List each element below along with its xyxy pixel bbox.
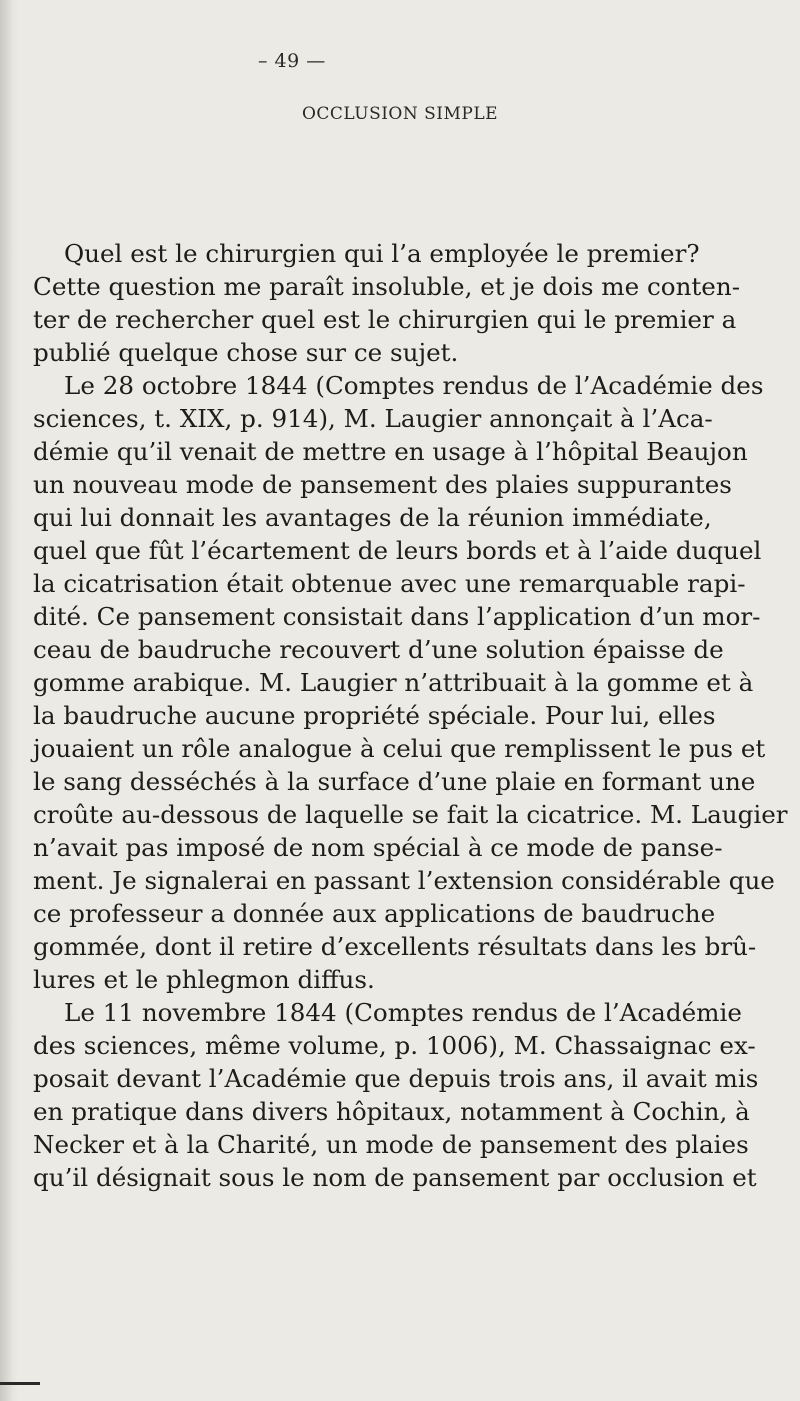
text-line: Quel est le chirurgien qui l’a employée le premier? (64, 239, 700, 268)
text-line: des sciences, même volume, p. 1006), M. Chassaignac ex- (33, 1031, 756, 1060)
running-head: OCCLUSION SIMPLE (301, 104, 499, 124)
text-line: publié quelque chose sur ce sujet. (33, 338, 459, 367)
text-line: un nouveau mode de pansement des plaies suppurantes (33, 470, 732, 499)
page-number-value: 49 (274, 50, 300, 72)
text-line: sciences, t. XIX, p. 914), M. Laugier annonçait à l’Aca- (33, 404, 713, 433)
page-number: – 49 — (258, 50, 326, 72)
text-line: Le 11 novembre 1844 (Comptes rendus de l’Académie (64, 998, 742, 1027)
text-line: ce professeur a donnée aux applications de baudruche (33, 899, 716, 928)
text-line: croûte au-dessous de laquelle se fait la cicatrice. M. Laugier (33, 800, 788, 829)
text-line: Cette question me paraît insoluble, et je dois me conten- (33, 272, 741, 301)
text-line: posait devant l’Académie que depuis trois ans, il avait mis (33, 1064, 759, 1093)
text-line: qui lui donnait les avantages de la réunion immédiate, (33, 503, 712, 532)
page-edge-shadow (0, 0, 18, 1401)
text-line: n’avait pas imposé de nom spécial à ce mode de panse- (33, 833, 723, 862)
text-line: la cicatrisation était obtenue avec une remarquable rapi- (33, 569, 746, 598)
text-line: le sang desséchés à la surface d’une plaie en formant une (33, 767, 756, 796)
text-line: ment. Je signalerai en passant l’extension considérable que (33, 866, 775, 895)
text-line: qu’il désignait sous le nom de pansement par occlusion et (33, 1163, 757, 1192)
text-line: gommée, dont il retire d’excellents résultats dans les brû- (33, 932, 757, 961)
text-line: gomme arabique. M. Laugier n’attribuait à la gomme et à (33, 668, 754, 697)
text-line: quel que fût l’écartement de leurs bords et à l’aide duquel (33, 536, 762, 565)
text-line: en pratique dans divers hôpitaux, notamment à Cochin, à (33, 1097, 750, 1126)
text-line: Le 28 octobre 1844 (Comptes rendus de l’Académie des (64, 371, 764, 400)
text-line: dité. Ce pansement consistait dans l’application d’un mor- (33, 602, 761, 631)
text-line: lures et le phlegmon diffus. (33, 965, 375, 994)
text-line: démie qu’il venait de mettre en usage à l’hôpital Beaujon (33, 437, 748, 466)
text-line: Necker et à la Charité, un mode de pansement des plaies (33, 1130, 749, 1159)
text-line: la baudruche aucune propriété spéciale. Pour lui, elles (33, 701, 716, 730)
text-line: ceau de baudruche recouvert d’une solution épaisse de (33, 635, 724, 664)
text-line: ter de rechercher quel est le chirurgien qui le premier a (33, 305, 737, 334)
text-line: jouaient un rôle analogue à celui que remplissent le pus et (33, 734, 766, 763)
page-edge-rule (0, 1382, 40, 1385)
